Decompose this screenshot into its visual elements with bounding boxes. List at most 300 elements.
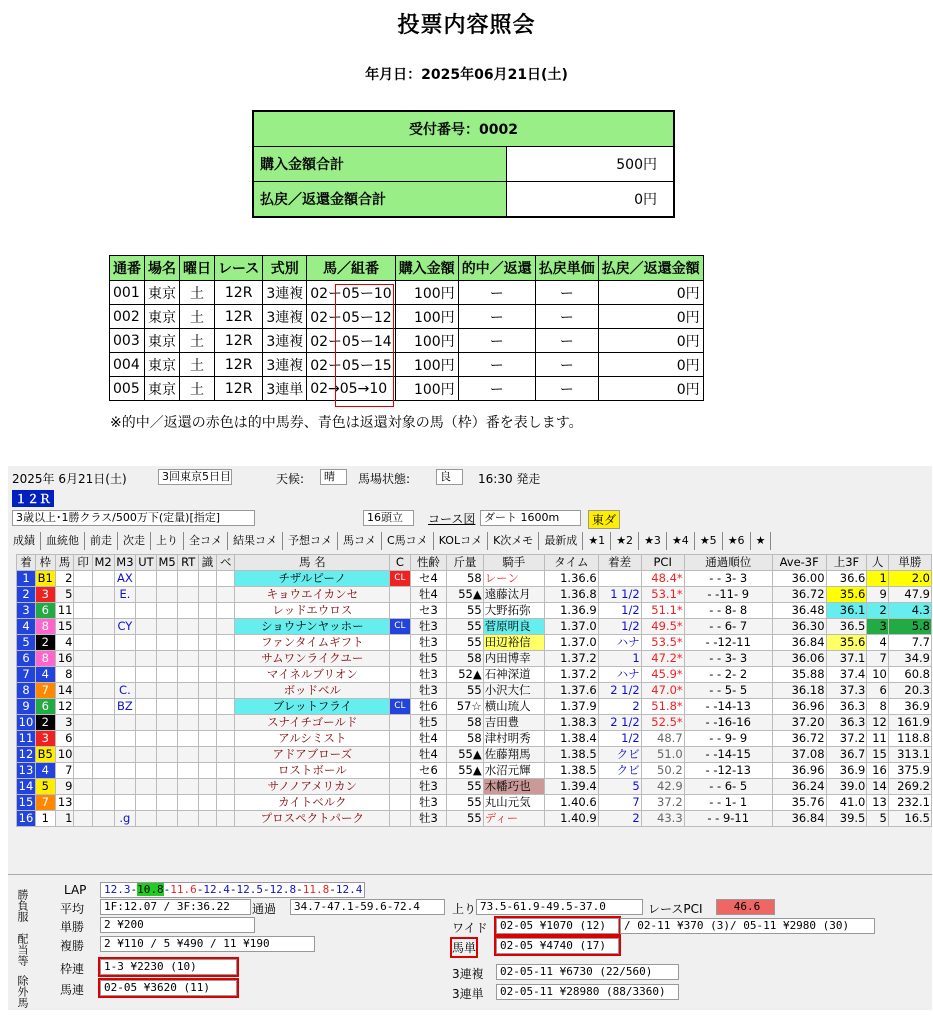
trio-value: 02-05-11 ¥6730 (22/560) — [496, 964, 679, 980]
grid-header[interactable]: M3 — [114, 555, 136, 571]
grid-cell — [217, 603, 235, 619]
grid-cell: 2 1/2 — [598, 715, 641, 731]
grid-cell: 16 — [17, 811, 36, 827]
grid-cell: 51.1* — [641, 603, 684, 619]
table-row[interactable] — [17, 683, 932, 699]
grid-cell — [74, 619, 92, 635]
ticket-cell: 土 — [180, 377, 215, 401]
grid-cell: 3 — [35, 587, 55, 603]
grid-cell: 34.9 — [888, 651, 931, 667]
grid-cell — [156, 715, 178, 731]
wide-value-hit: 02-05 ¥1070 (12) — [496, 918, 619, 934]
grid-cell: ディー — [483, 811, 544, 827]
grid-cell — [136, 683, 156, 699]
grid-cell: 55 — [447, 795, 484, 811]
grid-cell: 52▲ — [447, 667, 484, 683]
grid-cell: 12 — [867, 715, 888, 731]
lap-value: 10.8 — [137, 883, 164, 896]
table-row[interactable] — [17, 619, 932, 635]
legend-note: ※的中／返還の赤色は的中馬券、青色は返還対象の馬（枠）番を表します。 — [110, 415, 583, 431]
grid-cell — [92, 763, 114, 779]
grid-cell: 10 — [867, 667, 888, 683]
grid-cell: 60.8 — [888, 667, 931, 683]
tab-bar — [8, 532, 771, 550]
wide-value-other: / 02-11 ¥370 (3)/ 05-11 ¥2980 (30) — [620, 918, 875, 934]
ticket-cell: 004 — [110, 353, 145, 377]
grid-cell: B5 — [35, 747, 55, 763]
table-row[interactable] — [17, 795, 932, 811]
table-row[interactable] — [17, 763, 932, 779]
grid-cell: 内田博幸 — [483, 651, 544, 667]
grid-cell: 55 — [447, 683, 484, 699]
grid-cell — [178, 619, 198, 635]
tab-item[interactable]: 次走 — [118, 532, 151, 550]
ticket-header: 曜日 — [180, 256, 215, 281]
grid-cell: 1/2 — [598, 731, 641, 747]
grid-cell: 1 — [35, 811, 55, 827]
up-value: 73.5-61.9-49.5-37.0 — [476, 899, 643, 915]
grid-cell: 375.9 — [888, 763, 931, 779]
lap-label: LAP — [64, 883, 87, 897]
tab-item[interactable]: ★1 — [583, 532, 611, 550]
grid-cell: - - 5- 5 — [684, 683, 772, 699]
grid-header[interactable]: 馬 名 — [235, 555, 390, 571]
grid-cell: 1 — [867, 571, 888, 587]
race-date: 2025年 6月21日(土) — [12, 472, 127, 486]
wide-label: ワイド — [452, 921, 488, 935]
ticket-cell: 12R — [215, 281, 263, 305]
grid-cell: 11 — [17, 731, 36, 747]
grid-header[interactable]: 枠 — [35, 555, 55, 571]
ticket-cell: 0円 — [598, 329, 703, 353]
grid-cell: - - 3- 3 — [684, 651, 772, 667]
table-row[interactable] — [17, 603, 932, 619]
grid-cell: .g — [114, 811, 136, 827]
course-map-button[interactable]: コース図 — [428, 512, 476, 526]
grid-cell: 36.72 — [772, 731, 826, 747]
grid-cell — [178, 651, 198, 667]
grid-cell: 48.7 — [641, 731, 684, 747]
track-label: 馬場状態: — [358, 472, 411, 486]
grid-cell — [74, 683, 92, 699]
grid-cell: 1.38.5 — [544, 747, 598, 763]
grid-cell — [217, 571, 235, 587]
grid-cell: 6 — [35, 699, 55, 715]
ticket-cell: ー — [458, 377, 535, 401]
grid-header[interactable]: タイム — [544, 555, 598, 571]
grid-cell — [136, 667, 156, 683]
exacta-label: 馬単 — [452, 941, 477, 955]
grid-header[interactable]: 単勝 — [888, 555, 931, 571]
avg-label: 平均 — [60, 902, 85, 916]
grid-header[interactable]: 着 — [17, 555, 36, 571]
grid-cell: サノノアメリカン — [235, 779, 390, 795]
grid-cell: 37.2 — [641, 795, 684, 811]
grid-cell — [156, 699, 178, 715]
table-row[interactable] — [17, 587, 932, 603]
grid-cell — [178, 683, 198, 699]
ticket-cell: ー — [458, 281, 535, 305]
side-label-silks: 勝負服 — [16, 889, 29, 922]
ticket-header: 購入金額 — [395, 256, 458, 281]
grid-cell: 2 — [35, 715, 55, 731]
grid-cell: 41.0 — [826, 795, 867, 811]
grid-cell: 9 — [867, 587, 888, 603]
grid-header[interactable]: 識 — [198, 555, 216, 571]
ticket-cell: 0円 — [598, 377, 703, 401]
grid-cell: 1.36.9 — [544, 603, 598, 619]
grid-cell: 5 — [55, 587, 74, 603]
grid-cell: 15 — [55, 619, 74, 635]
receipt-number: 受付番号：0002 — [253, 111, 674, 147]
grid-header[interactable]: PCI — [641, 555, 684, 571]
grid-cell — [178, 715, 198, 731]
grid-cell: 9 — [55, 779, 74, 795]
grid-cell: - -16-16 — [684, 715, 772, 731]
table-row[interactable] — [17, 731, 932, 747]
grid-cell: 丸山元気 — [483, 795, 544, 811]
tab-item[interactable]: 血統他 — [41, 532, 85, 550]
grid-cell: 47.9 — [888, 587, 931, 603]
grid-cell — [74, 715, 92, 731]
grid-cell: 47.0* — [641, 683, 684, 699]
grid-cell — [136, 795, 156, 811]
grid-cell: 3 — [55, 715, 74, 731]
grid-cell — [198, 635, 216, 651]
grid-header[interactable]: 斤量 — [447, 555, 484, 571]
grid-cell: 5.8 — [888, 619, 931, 635]
grid-header[interactable]: 上3F — [826, 555, 867, 571]
grid-cell: 37.1 — [826, 651, 867, 667]
tab-item[interactable]: 全コメ — [184, 532, 228, 550]
grid-cell — [136, 619, 156, 635]
grid-cell: 36.72 — [772, 587, 826, 603]
grid-cell — [178, 603, 198, 619]
race-number: １２Ｒ — [12, 490, 54, 507]
tab-item[interactable]: C馬コメ — [382, 532, 434, 550]
grid-header[interactable]: RT — [178, 555, 198, 571]
grid-cell: チザルピーノ — [235, 571, 390, 587]
grid-cell — [156, 667, 178, 683]
grid-cell: 35.6 — [826, 635, 867, 651]
table-row[interactable] — [17, 715, 932, 731]
grid-cell: 田辺裕信 — [483, 635, 544, 651]
grid-cell: 55 — [447, 811, 484, 827]
grid-cell: - -12-11 — [684, 635, 772, 651]
lap-value: 12.5 — [236, 883, 263, 896]
grid-cell: マイネルブリオン — [235, 667, 390, 683]
grid-cell: 7 — [35, 683, 55, 699]
lap-sep: - — [229, 883, 237, 896]
grid-cell — [156, 651, 178, 667]
purchase-total-value: 500円 — [507, 147, 675, 182]
grid-header[interactable]: 馬 — [55, 555, 74, 571]
grid-cell — [74, 571, 92, 587]
grid-cell — [136, 779, 156, 795]
grid-cell: 39.0 — [826, 779, 867, 795]
grid-cell: - -11- 9 — [684, 587, 772, 603]
grid-cell — [198, 779, 216, 795]
course-tag: 東ダ — [588, 510, 620, 529]
grid-cell — [114, 795, 136, 811]
tab-item[interactable]: 結果コメ — [228, 532, 283, 550]
side-label-payout: 配当等 — [16, 933, 29, 966]
tab-item[interactable]: ★ — [751, 532, 772, 550]
ticket-cell: 02ー05ー10 — [307, 281, 395, 305]
grid-cell: 5 — [867, 811, 888, 827]
grid-cell — [390, 683, 410, 699]
grid-cell: E. — [114, 587, 136, 603]
results-grid — [16, 554, 932, 827]
grid-cell: 小沢大仁 — [483, 683, 544, 699]
grid-cell — [178, 635, 198, 651]
exacta-value: 02-05 ¥4740 (17) — [496, 938, 619, 954]
table-row[interactable] — [17, 635, 932, 651]
grid-cell: 10 — [17, 715, 36, 731]
grid-header[interactable]: ベ — [217, 555, 235, 571]
tab-item[interactable]: 馬コメ — [338, 532, 382, 550]
tab-item[interactable]: ★3 — [639, 532, 667, 550]
grid-cell — [178, 731, 198, 747]
grid-cell: 遠藤汰月 — [483, 587, 544, 603]
table-row[interactable] — [17, 747, 932, 763]
grid-cell — [198, 667, 216, 683]
tab-item[interactable]: 予想コメ — [283, 532, 338, 550]
grid-cell — [92, 667, 114, 683]
grid-header[interactable]: 騎手 — [483, 555, 544, 571]
page-title: 投票内容照会 — [397, 13, 536, 38]
ticket-header: 式別 — [263, 256, 307, 281]
table-row[interactable] — [17, 571, 932, 587]
grid-header[interactable]: 通過順位 — [684, 555, 772, 571]
grid-cell: 牡5 — [410, 651, 447, 667]
ticket-cell: 100円 — [395, 305, 458, 329]
grid-cell — [198, 795, 216, 811]
ticket-cell: 005 — [110, 377, 145, 401]
race-pci-value: 46.6 — [716, 899, 775, 915]
ticket-cell: 12R — [215, 377, 263, 401]
grid-cell: キョウエイカンセ — [235, 587, 390, 603]
grid-cell — [178, 763, 198, 779]
grid-cell: ファンタイムギフト — [235, 635, 390, 651]
tab-item[interactable]: 上り — [151, 532, 184, 550]
grid-cell — [390, 779, 410, 795]
grid-cell: 1 — [598, 651, 641, 667]
grid-cell: 58 — [447, 651, 484, 667]
grid-cell: 37.3 — [826, 683, 867, 699]
grid-cell: 牡4 — [410, 747, 447, 763]
lap-sep: - — [329, 883, 336, 896]
ticket-cell: 東京 — [145, 329, 180, 353]
tab-item[interactable]: 成績 — [8, 532, 41, 550]
grid-cell: クビ — [598, 747, 641, 763]
grid-cell: 2 — [35, 635, 55, 651]
grid-header[interactable]: 性齢 — [410, 555, 447, 571]
grid-cell: 15 — [867, 747, 888, 763]
grid-cell: 吉田豊 — [483, 715, 544, 731]
grid-cell: 4 — [17, 619, 36, 635]
grid-cell: 1.37.2 — [544, 651, 598, 667]
tab-item[interactable]: KOLコメ — [434, 532, 488, 550]
grid-cell — [178, 699, 198, 715]
ticket-cell: 12R — [215, 329, 263, 353]
table-row[interactable] — [17, 667, 932, 683]
grid-header[interactable]: UT — [136, 555, 156, 571]
grid-cell: 16 — [867, 763, 888, 779]
grid-cell: 36.24 — [772, 779, 826, 795]
ticket-cell: 0円 — [598, 353, 703, 377]
grid-cell: 1 1/2 — [598, 587, 641, 603]
grid-cell: 6 — [867, 683, 888, 699]
grid-cell: 4 — [35, 763, 55, 779]
grid-cell: 11 — [867, 731, 888, 747]
grid-cell — [217, 715, 235, 731]
grid-cell: 12 — [17, 747, 36, 763]
grid-cell — [114, 651, 136, 667]
ticket-row — [110, 377, 704, 401]
grid-cell: サムワンライクユー — [235, 651, 390, 667]
grid-cell — [92, 571, 114, 587]
grid-cell: 6 — [55, 731, 74, 747]
ticket-row — [110, 305, 704, 329]
ticket-cell: 100円 — [395, 377, 458, 401]
grid-cell: 35.88 — [772, 667, 826, 683]
tab-item[interactable]: ★6 — [723, 532, 751, 550]
grid-cell — [74, 635, 92, 651]
grid-cell — [217, 587, 235, 603]
grid-header[interactable]: M2 — [92, 555, 114, 571]
grid-cell — [136, 635, 156, 651]
ticket-cell: 3連複 — [263, 353, 307, 377]
grid-cell — [390, 667, 410, 683]
table-row[interactable] — [17, 651, 932, 667]
grid-cell: 1 — [55, 811, 74, 827]
course-info: ダート 1600m — [480, 510, 581, 526]
win-label: 単勝 — [60, 920, 85, 934]
grid-cell: セ6 — [410, 763, 447, 779]
grid-cell — [136, 811, 156, 827]
ticket-cell: ー — [535, 353, 598, 377]
grid-cell: 7 — [867, 651, 888, 667]
grid-cell: 菅原明良 — [483, 619, 544, 635]
grid-cell: 51.8* — [641, 699, 684, 715]
grid-cell: 39.5 — [826, 811, 867, 827]
grid-cell: アドアブローズ — [235, 747, 390, 763]
grid-cell: - -12-13 — [684, 763, 772, 779]
grid-cell — [74, 731, 92, 747]
grid-cell — [92, 619, 114, 635]
grid-cell — [390, 747, 410, 763]
grid-cell: 5 — [35, 779, 55, 795]
ticket-header: 的中／返還 — [458, 256, 535, 281]
grid-cell — [114, 731, 136, 747]
grid-header[interactable]: Ave-3F — [772, 555, 826, 571]
grid-header[interactable]: M5 — [156, 555, 178, 571]
ticket-cell: 12R — [215, 353, 263, 377]
ticket-cell: 02ー05ー14 — [307, 329, 395, 353]
tab-item[interactable]: ★2 — [611, 532, 639, 550]
grid-cell — [136, 731, 156, 747]
grid-cell: ブレットフライ — [235, 699, 390, 715]
grid-cell: AX — [114, 571, 136, 587]
grid-cell: 53.5* — [641, 635, 684, 651]
table-row[interactable] — [17, 811, 932, 827]
grid-cell: BZ — [114, 699, 136, 715]
tab-item[interactable]: K次メモ — [488, 532, 539, 550]
grid-cell: 36.7 — [826, 747, 867, 763]
trio-label: 3連複 — [452, 967, 484, 981]
grid-cell — [92, 683, 114, 699]
grid-cell: 4.3 — [888, 603, 931, 619]
grid-cell: 佐藤翔馬 — [483, 747, 544, 763]
grid-cell — [74, 763, 92, 779]
grid-cell — [178, 795, 198, 811]
avg-value: 1F:12.07 / 3F:36.22 — [100, 899, 251, 915]
grid-cell — [217, 683, 235, 699]
grid-header[interactable]: 印 — [74, 555, 92, 571]
grid-cell: レッドエウロス — [235, 603, 390, 619]
ticket-cell: 東京 — [145, 377, 180, 401]
grid-cell: 2 — [598, 699, 641, 715]
grid-cell — [390, 651, 410, 667]
grid-cell — [217, 699, 235, 715]
lap-value: 12.8 — [269, 883, 297, 896]
ticket-header: 馬／組番 — [307, 256, 395, 281]
grid-cell: 4 — [867, 635, 888, 651]
grid-header[interactable]: 人 — [867, 555, 888, 571]
grid-cell: 8 — [17, 683, 36, 699]
grid-cell: 36.5 — [826, 619, 867, 635]
grid-cell: 11 — [55, 603, 74, 619]
grid-cell — [74, 651, 92, 667]
grid-cell: 14 — [55, 683, 74, 699]
table-row[interactable] — [17, 699, 932, 715]
grid-cell: 木幡巧也 — [483, 779, 544, 795]
grid-header[interactable]: 着差 — [598, 555, 641, 571]
grid-cell — [74, 603, 92, 619]
tab-item[interactable]: 最新成 — [539, 532, 583, 550]
grid-cell — [156, 811, 178, 827]
tab-item[interactable]: ★5 — [695, 532, 723, 550]
table-row[interactable] — [17, 779, 932, 795]
grid-cell — [390, 603, 410, 619]
tab-item[interactable]: ★4 — [667, 532, 695, 550]
ticket-cell: 0円 — [598, 305, 703, 329]
grid-header[interactable]: C — [390, 555, 410, 571]
grid-cell: 118.8 — [888, 731, 931, 747]
quinella-value: 02-05 ¥3620 (11) — [100, 980, 237, 996]
grid-cell — [198, 715, 216, 731]
grid-cell: 2.0 — [888, 571, 931, 587]
grid-cell: 55 — [447, 779, 484, 795]
grid-cell: 57☆ — [447, 699, 484, 715]
grid-cell — [390, 763, 410, 779]
grid-cell: - - 9-11 — [684, 811, 772, 827]
grid-cell: 牡4 — [410, 731, 447, 747]
grid-cell: 2 1/2 — [598, 683, 641, 699]
grid-cell — [156, 763, 178, 779]
grid-cell: 1.38.4 — [544, 731, 598, 747]
grid-cell: 牡3 — [410, 619, 447, 635]
tab-item[interactable]: 前走 — [85, 532, 118, 550]
ticket-cell: ー — [535, 281, 598, 305]
grid-cell: 牡3 — [410, 635, 447, 651]
grid-cell: 8 — [35, 651, 55, 667]
grid-cell — [156, 747, 178, 763]
ticket-cell: 02→05→10 — [307, 377, 395, 401]
grid-cell: 232.1 — [888, 795, 931, 811]
grid-cell: カイトベルク — [235, 795, 390, 811]
